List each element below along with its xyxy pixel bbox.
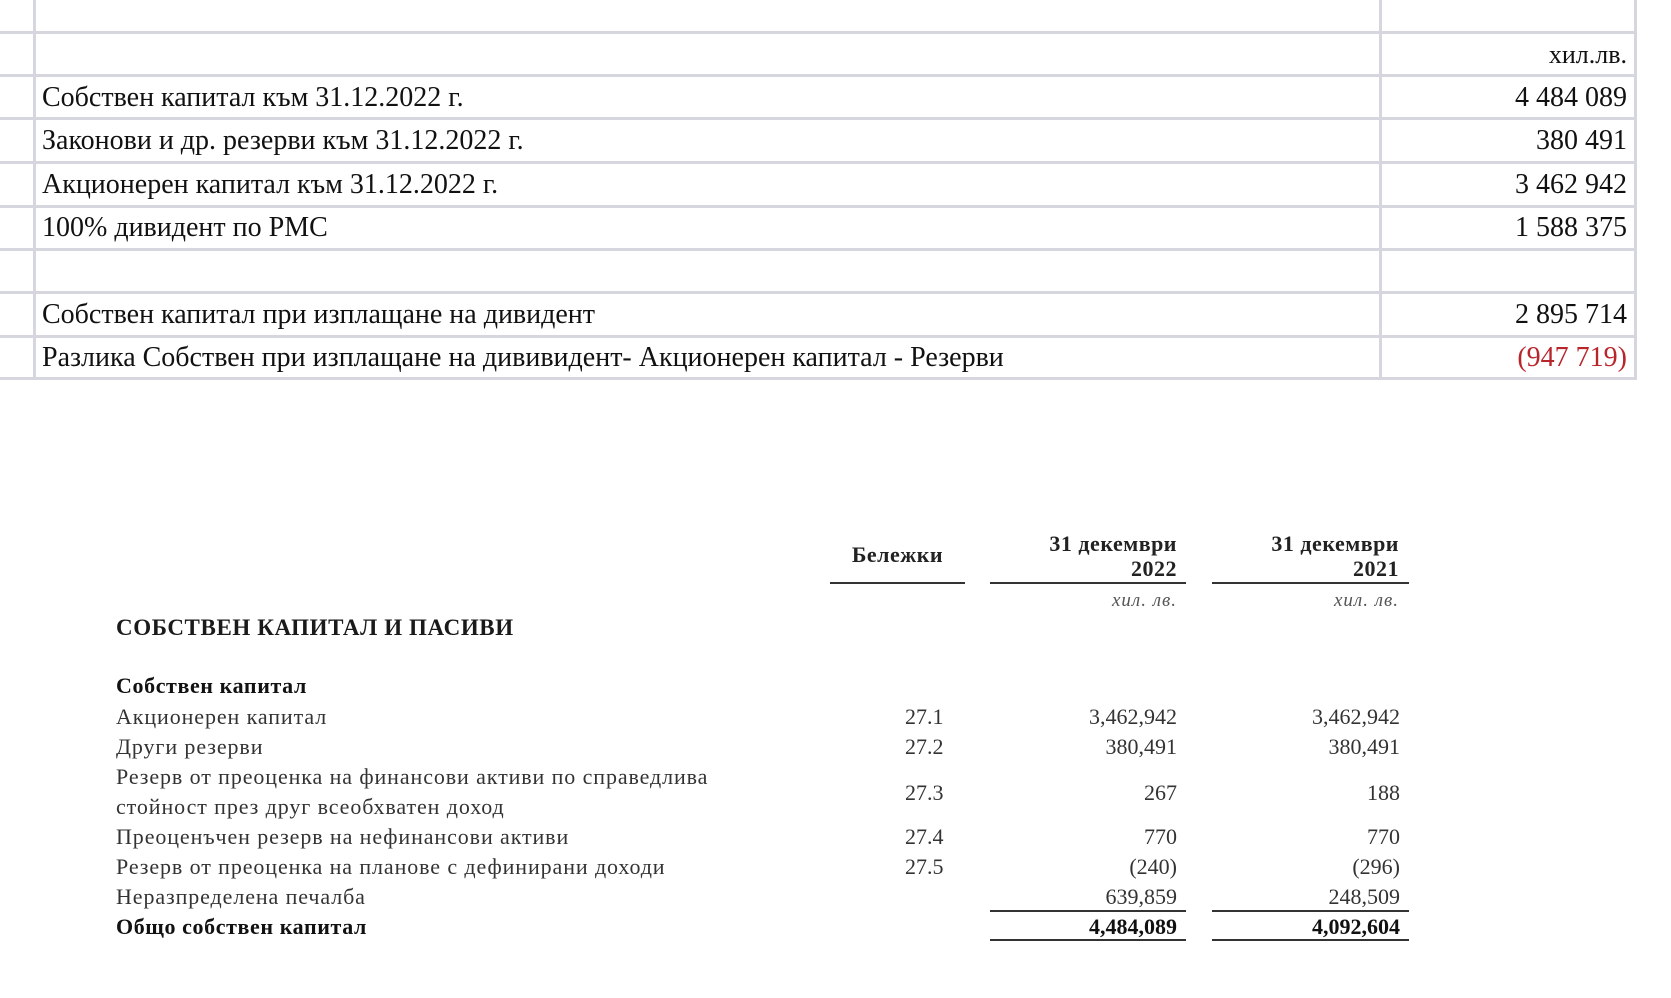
row-label: 100% дивидент по РМС (42, 212, 328, 243)
sheet-row[interactable] (0, 163, 1637, 207)
sheet-row-empty[interactable] (0, 250, 1637, 294)
row-note: 27.4 (905, 824, 944, 849)
notes-underline (830, 582, 965, 584)
subsection-title: Собствен капитал (116, 673, 307, 698)
row-value-negative: (947 719) (1517, 342, 1627, 373)
section-title: СОБСТВЕН КАПИТАЛ И ПАСИВИ (116, 615, 514, 640)
row-value: 380 491 (1536, 125, 1627, 156)
sheet-row[interactable] (0, 76, 1637, 120)
statement-row (0, 852, 1671, 882)
total-value-2022: 4,484,089 (1089, 914, 1177, 939)
row-value-2021: 770 (1367, 824, 1400, 849)
row-label: Други резерви (116, 734, 264, 759)
sheet-row[interactable] (0, 206, 1637, 250)
col-2022-underline (990, 582, 1186, 584)
row-value-2021: 188 (1367, 780, 1400, 805)
row-value-2022: 639,859 (1105, 884, 1177, 909)
row-label: Разлика Собствен при изплащане на дививидент- Акционерен капитал - Резерви (42, 342, 1004, 373)
col-2022-header-date: 31 декември (1049, 531, 1177, 556)
statement-row (0, 702, 1671, 732)
row-note: 27.3 (905, 780, 944, 805)
sheet-row[interactable] (0, 293, 1637, 337)
row-label: Резерв от преоценка на финансови активи по справедлива (116, 764, 709, 789)
row-label: Резерв от преоценка на планове с дефинирани доходи (116, 854, 666, 879)
sheet-unit-row[interactable] (0, 33, 1637, 77)
row-label: Собствен капитал при изплащане на дивидент (42, 299, 596, 330)
col-2021-header-date: 31 декември (1271, 531, 1399, 556)
row-label: Собствен капитал към 31.12.2022 г. (42, 82, 464, 113)
col-2021-unit: хил. лв. (1334, 590, 1399, 611)
row-value-2021: 380,491 (1328, 734, 1400, 759)
row-value-2022: 380,491 (1105, 734, 1177, 759)
row-value-2021: 248,509 (1328, 884, 1400, 909)
col-2022-header-year: 2022 (1131, 556, 1177, 581)
row-label: Неразпределена печалба (116, 884, 366, 909)
row-value-2022: 267 (1144, 780, 1177, 805)
statement-row (0, 822, 1671, 852)
total-bottom-line-2021 (1212, 939, 1409, 941)
col-2022-unit: хил. лв. (1112, 590, 1177, 611)
row-value: 3 462 942 (1515, 169, 1627, 200)
total-row (0, 912, 1671, 942)
subsection-row (0, 671, 1671, 701)
sheet-row[interactable] (0, 119, 1637, 163)
row-value: 2 895 714 (1515, 299, 1627, 330)
row-value-2022: 3,462,942 (1089, 704, 1177, 729)
statement-row (0, 882, 1671, 912)
row-value-2022: (240) (1129, 854, 1177, 879)
row-note: 27.1 (905, 704, 944, 729)
row-value: 4 484 089 (1515, 82, 1627, 113)
row-label-continued: стойност през друг всеобхватен доход (116, 794, 505, 819)
notes-header: Бележки (851, 542, 944, 567)
row-value-2021: (296) (1352, 854, 1400, 879)
row-note: 27.5 (905, 854, 944, 879)
statement-row-line2 (0, 792, 1671, 822)
total-label: Общо собствен капитал (116, 914, 367, 939)
row-value-2022: 770 (1144, 824, 1177, 849)
col-2021-header-year: 2021 (1353, 556, 1399, 581)
row-note: 27.2 (905, 734, 944, 759)
row-label: Акционерен капитал (116, 704, 328, 729)
total-bottom-line-2022 (990, 939, 1186, 941)
row-value: 1 588 375 (1515, 212, 1627, 243)
row-label: Акционерен капитал към 31.12.2022 г. (42, 169, 499, 200)
row-label: Законови и др. резерви към 31.12.2022 г. (42, 125, 524, 156)
col-2021-underline (1212, 582, 1409, 584)
sheet-row[interactable] (0, 336, 1637, 380)
total-value-2021: 4,092,604 (1312, 914, 1400, 939)
row-value-2021: 3,462,942 (1312, 704, 1400, 729)
row-label: Преоценъчен резерв на нефинансови активи (116, 824, 570, 849)
statement-row (0, 732, 1671, 762)
unit-label: хил.лв. (1548, 40, 1627, 69)
